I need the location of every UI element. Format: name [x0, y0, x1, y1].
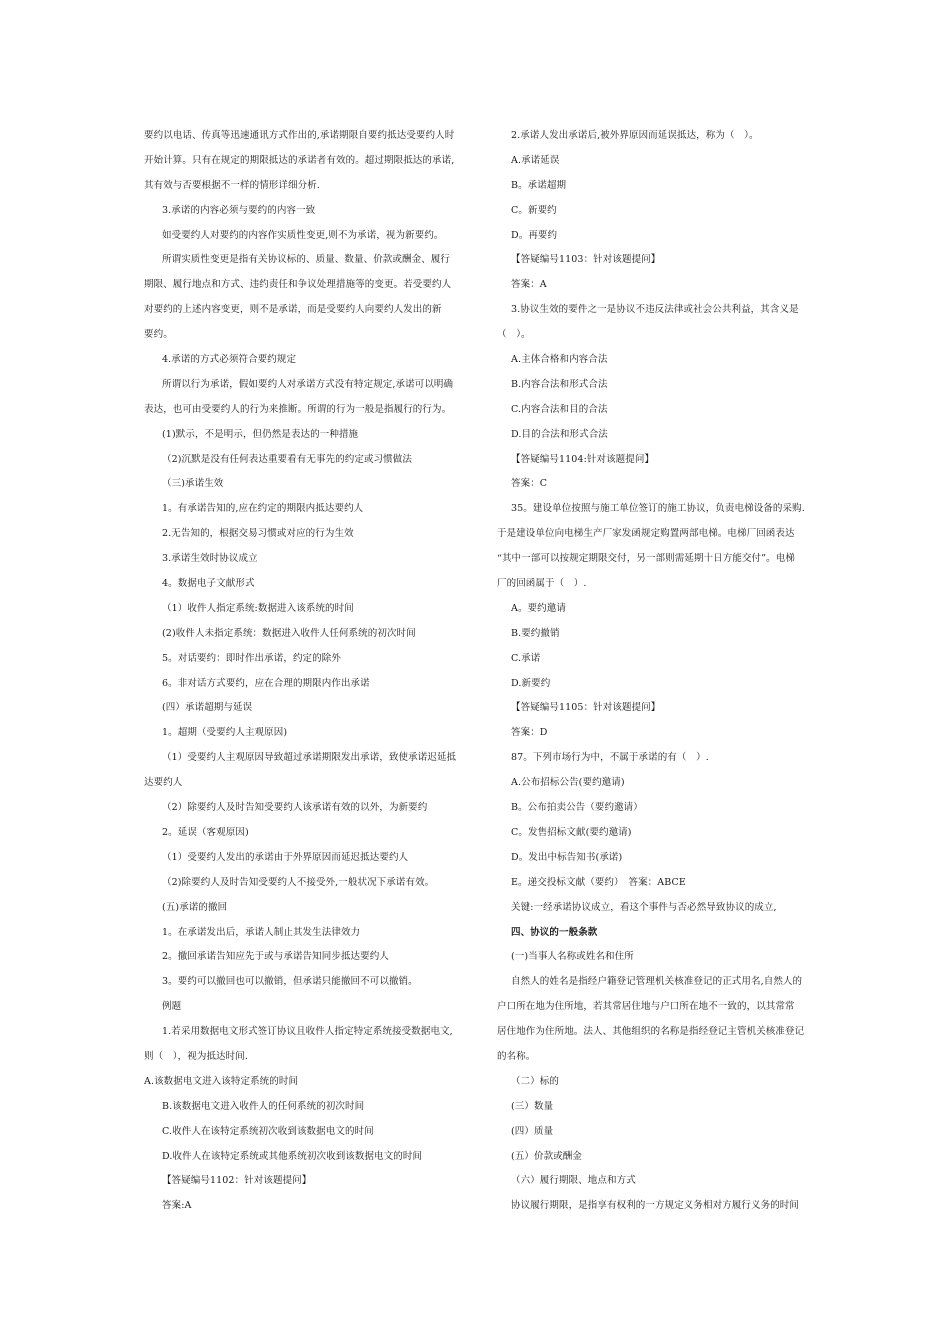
text-line: （2)除要约人及时告知受要约人不接受外,一般状况下承诺有效。 [162, 876, 435, 888]
text-line: 协议履行期限，是指享有权利的一方规定义务相对方履行义务的时间 [511, 1200, 800, 1212]
text-line: (2)收件人未指定系统：数据进入收件人任何系统的初次时间 [162, 627, 416, 639]
text-line: 于是建设单位向电梯生产厂家发函规定购置两部电梯。电梯厂回函表达 [497, 528, 795, 540]
text-line: 达要约人 [144, 777, 183, 789]
text-line: 3.承诺生效时协议成立 [162, 553, 258, 565]
text-line: “其中一部可以按规定期限交付，另一部则需延期十日方能交付”。电梯 [497, 553, 795, 565]
text-line: 2.承诺人发出承诺后,被外界原因而延误抵达，称为（ ）。 [511, 130, 759, 141]
text-line: （1）收件人指定系统:数据进入该系统的时间 [162, 602, 354, 614]
text-line: 居住地作为住所地。法人、其他组织的名称是指经登记主管机关核准登记 [497, 1026, 805, 1038]
text-line: （ ）。 [497, 329, 531, 341]
text-line: D。再要约 [511, 229, 558, 241]
text-line: (一)当事人名称或姓名和住所 [511, 951, 634, 963]
text-line: 87。下列市场行为中，不属于承诺的有（ ）. [511, 752, 709, 764]
text-line: 【答疑编号1102：针对该题提问】 [162, 1175, 312, 1187]
text-line: D.收件人在该特定系统或其他系统初次收到该数据电文的时间 [162, 1150, 423, 1162]
text-line: 答案：A [511, 279, 547, 291]
text-line: 【答疑编号1105：针对该题提问】 [511, 702, 661, 714]
text-line: 期限、履行地点和方式、违约责任和争议处理措施等的变更。若受要约人 [144, 279, 452, 291]
text-line: 的名称。 [497, 1050, 536, 1062]
text-line: 答案:A [162, 1200, 192, 1212]
text-line: 所谓实质性变更是指有关协议标的、质量、数量、价款或酬金、履行 [162, 254, 451, 266]
text-line: A.公布招标公告(要约邀请) [511, 777, 625, 789]
text-line: 答案：C [511, 478, 548, 490]
text-line: 要约以电话、传真等迅速通讯方式作出的,承诺期限自要约抵达受要约人时 [144, 130, 455, 141]
text-line: A.该数据电文进入该特定系统的时间 [144, 1075, 299, 1087]
text-line: 3.承诺的内容必须与要约的内容一致 [162, 204, 316, 216]
text-line: A.主体合格和内容合法 [511, 354, 608, 366]
text-line: 1.若采用数据电文形式签订协议且收件人指定特定系统接受数据电文, [162, 1026, 453, 1038]
text-line: 35。建设单位按照与施工单位签订的施工协议，负责电梯设备的采购. [511, 503, 805, 515]
text-line: B.该数据电文进入收件人的任何系统的初次时间 [162, 1100, 365, 1112]
text-line: E。递交投标文献（要约） 答案：ABCE [511, 876, 686, 888]
text-line: 答案：D [511, 727, 548, 739]
text-line: D.新要约 [511, 677, 551, 689]
text-line: 2.无告知的，根据交易习惯或对应的行为生效 [162, 528, 354, 540]
text-line: 对要约的上述内容变更，则不是承诺，而是受要约人向要约人发出的新 [144, 304, 442, 316]
text-line: (五）价款或酬金 [511, 1150, 583, 1162]
text-line: 4。数据电子文献形式 [162, 578, 255, 590]
text-line: A。要约邀请 [511, 602, 566, 614]
text-line: （1）受要约人主观原因导致超过承诺期限发出承诺，致使承诺迟延抵 [162, 752, 457, 764]
text-line: (四）承诺超期与延误 [162, 702, 253, 714]
text-line: 2。撤回承诺告知应先于或与承诺告知同步抵达要约人 [162, 951, 389, 963]
text-line: 其有效与否要根据不一样的情形详细分析. [144, 179, 320, 191]
text-line: 1。超期（受要约人主观原因) [162, 727, 288, 739]
text-line: 如受要约人对要约的内容作实质性变更,则不为承诺，视为新要约。 [162, 229, 444, 241]
text-line: C.收件人在该特定系统初次收到该数据电文的时间 [162, 1125, 374, 1137]
text-line: 4.承诺的方式必须符合要约规定 [162, 354, 297, 366]
text-line: 户口所在地为住所地，若其常居住地与户口所在地不一致的，以其常常 [497, 1001, 795, 1013]
left-text-column [144, 124, 469, 1219]
text-line: 关键:一经承诺协议成立，看这个事件与否必然导致协议的成立, [511, 901, 777, 913]
text-line: 四、协议的一般条款 [511, 926, 598, 938]
text-line: （二）标的 [511, 1075, 560, 1087]
text-line: 要约。 [144, 329, 173, 341]
text-line: 3.协议生效的要件之一是协议不违反法律或社会公共利益，其含义是 [511, 304, 799, 316]
text-line: （六）履行期限、地点和方式 [511, 1175, 636, 1187]
text-line: (四）质量 [511, 1125, 554, 1137]
text-line: B。公布拍卖公告（要约邀请） [511, 802, 643, 814]
text-line: B.要约撤销 [511, 627, 560, 639]
text-line: （三)承诺生效 [162, 478, 224, 490]
text-line: 厂的回函属于（ ）. [497, 578, 587, 590]
text-line: 则（ ），视为抵达时间. [144, 1050, 248, 1062]
right-text-column [497, 124, 805, 1219]
text-line: 1。在承诺发出后，承诺人制止其发生法律效力 [162, 926, 361, 938]
text-line: 5。对话要约：即时作出承诺，约定的除外 [162, 652, 341, 664]
text-line: A.承诺延误 [511, 154, 560, 166]
text-line: (五)承诺的撤回 [162, 901, 228, 913]
text-line: 【答疑编号1103：针对该题提问】 [511, 254, 661, 266]
text-line: （2)沉默是没有任何表达重要看有无事先的约定或习惯做法 [162, 453, 412, 465]
text-line: D.目的合法和形式合法 [511, 428, 608, 440]
text-line: 【答疑编号1104:针对该题提问】 [511, 453, 655, 465]
text-line: (三）数量 [511, 1100, 554, 1112]
text-line: C.承诺 [511, 652, 541, 664]
text-line: （1）受要约人发出的承诺由于外界原因而延迟抵达要约人 [162, 851, 409, 863]
text-line: C。新要约 [511, 204, 557, 216]
text-line: 3。要约可以撤回也可以撤销，但承诺只能撤回不可以撤销。 [162, 976, 418, 988]
text-line: 自然人的姓名是指经户籍登记管理机关核准登记的正式用名,自然人的 [511, 976, 803, 988]
text-line: B.内容合法和形式合法 [511, 378, 608, 390]
text-line: 1。有承诺告知的,应在约定的期限内抵达要约人 [162, 503, 364, 515]
text-line: (1)默示，不是明示，但仍然是表达的一种措施 [162, 428, 359, 440]
text-line: 6。非对话方式要约，应在合理的期限内作出承诺 [162, 677, 370, 689]
text-line: D。发出中标告知书(承诺) [511, 851, 623, 863]
text-line: C.内容合法和目的合法 [511, 403, 608, 415]
text-line: B。承诺超期 [511, 179, 567, 191]
text-line: C。发售招标文献(要约邀请) [511, 826, 632, 838]
text-line: （2）除要约人及时告知受要约人该承诺有效的以外，为新要约 [162, 802, 428, 814]
text-line: 表达，也可由受要约人的行为来推断。所谓的行为一般是指履行的行为。 [144, 403, 452, 415]
text-line: 2。延误（客观原因) [162, 826, 249, 838]
text-line: 所谓以行为承诺，假如要约人对承诺方式没有特定规定,承诺可以明确 [162, 378, 454, 390]
text-line: 例题 [162, 1001, 182, 1013]
text-line: 开始计算。只有在规定的期限抵达的承诺者有效的。超过期限抵达的承诺, [144, 154, 455, 166]
